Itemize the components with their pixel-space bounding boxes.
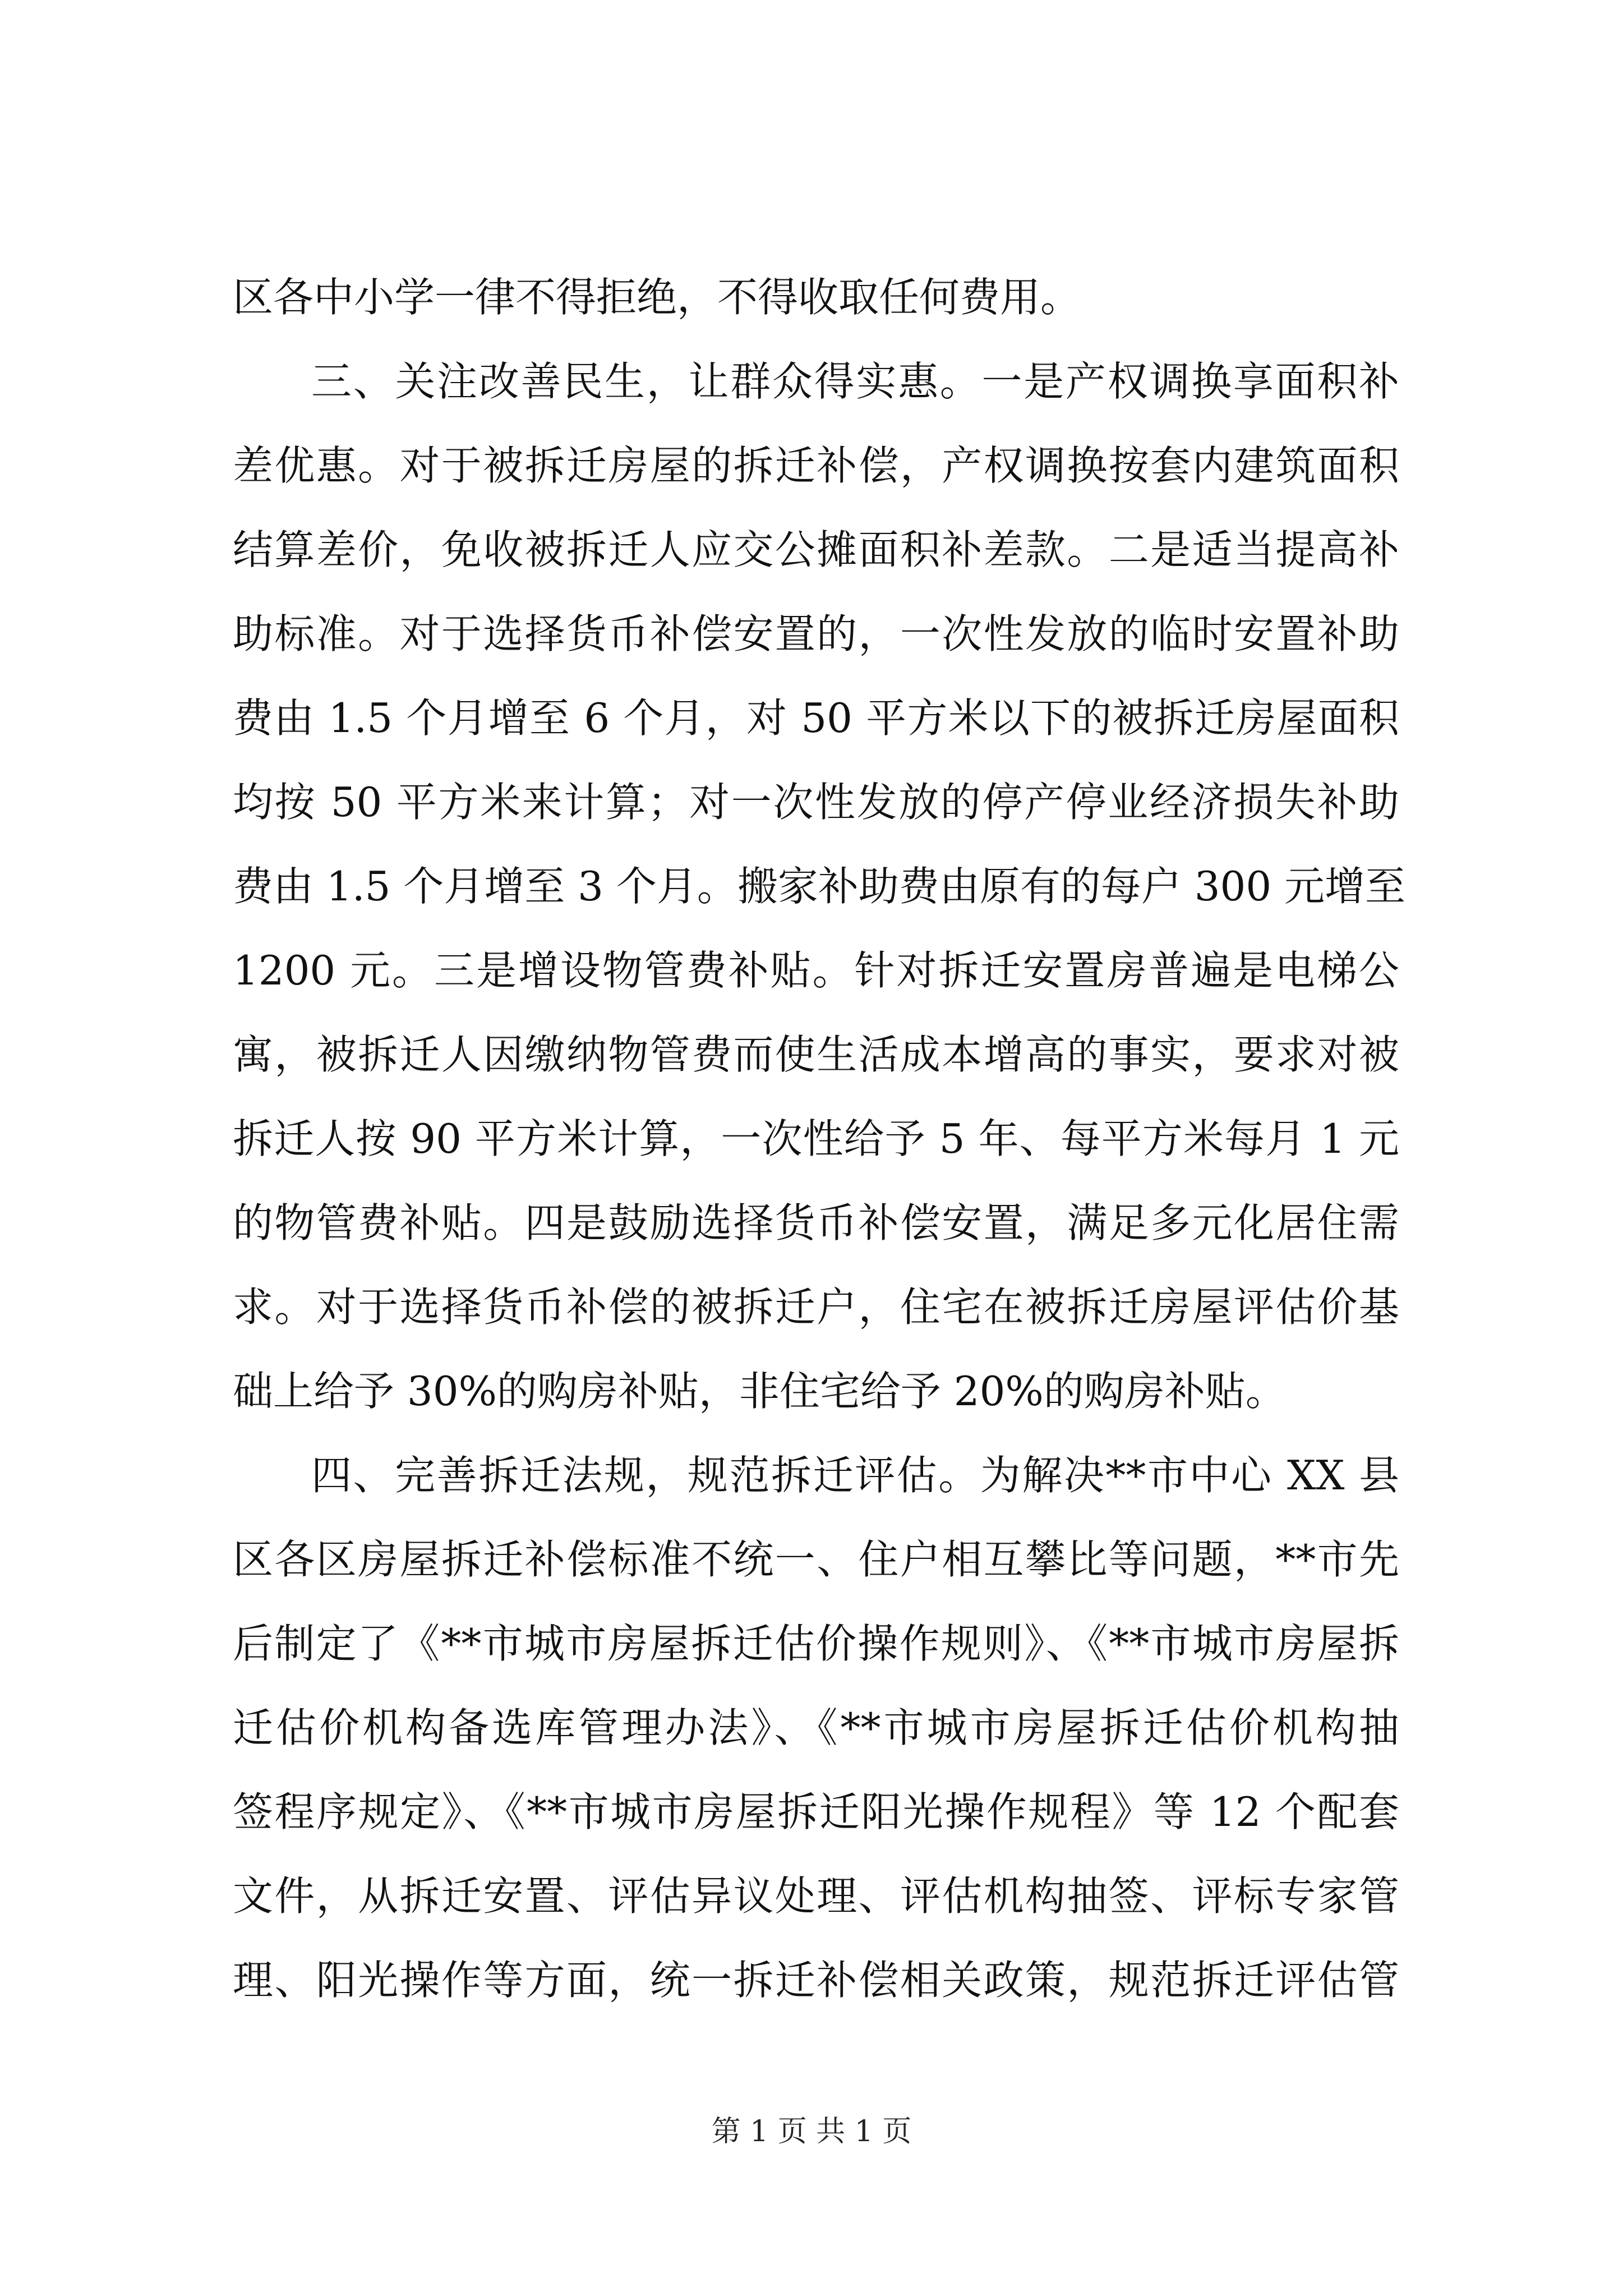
- text-line: 费由 1.5 个月增至 6 个月，对 50 平方米以下的被拆迁房屋面积: [233, 694, 1399, 742]
- paragraph-heading-line: 四、完善拆迁法规，规范拆迁评估。为解决**市中心 XX 县: [311, 1452, 1399, 1499]
- text-line: 费由 1.5 个月增至 3 个月。搬家补助费由原有的每户 300 元增至: [233, 863, 1406, 910]
- text-line: 寓，被拆迁人因缴纳物管费而使生活成本增高的事实，要求对被: [233, 1031, 1399, 1078]
- text-line: 签程序规定》、《**市城市房屋拆迁阳光操作规程》等 12 个配套: [233, 1788, 1399, 1835]
- text-line: 后制定了《**市城市房屋拆迁估价操作规则》、《**市城市房屋拆: [233, 1620, 1399, 1667]
- page-number-footer: 第 1 页 共 1 页: [711, 2115, 912, 2148]
- text-line: 理、阳光操作等方面，统一拆迁补偿相关政策，规范拆迁评估管: [233, 1957, 1399, 2004]
- text-line: 础上给予 30%的购房补贴，非住宅给予 20%的购房补贴。: [233, 1368, 1286, 1415]
- text-line: 均按 50 平方米来计算；对一次性发放的停产停业经济损失补助: [233, 779, 1399, 826]
- text-line: 拆迁人按 90 平方米计算，一次性给予 5 年、每平方米每月 1 元: [233, 1115, 1399, 1162]
- paragraph-heading-line: 三、关注改善民生，让群众得实惠。一是产权调换享面积补: [311, 358, 1399, 405]
- text-line: 区各中小学一律不得拒绝，不得收取任何费用。: [233, 274, 1081, 321]
- text-line: 差优惠。对于被拆迁房屋的拆迁补偿，产权调换按套内建筑面积: [233, 442, 1399, 489]
- text-line: 文件，从拆迁安置、评估异议处理、评估机构抽签、评标专家管: [233, 1872, 1399, 1920]
- text-line: 迁估价机构备选库管理办法》、《**市城市房屋拆迁估价机构抽: [233, 1704, 1399, 1751]
- text-line: 求。对于选择货币补偿的被拆迁户，住宅在被拆迁房屋评估价基: [233, 1283, 1399, 1331]
- text-line: 1200 元。三是增设物管费补贴。针对拆迁安置房普遍是电梯公: [233, 947, 1399, 994]
- text-line: 区各区房屋拆迁补偿标准不统一、住户相互攀比等问题，**市先: [233, 1536, 1399, 1583]
- text-line: 助标准。对于选择货币补偿安置的，一次性发放的临时安置补助: [233, 610, 1399, 657]
- text-line: 结算差价，免收被拆迁人应交公摊面积补差款。二是适当提高补: [233, 526, 1399, 573]
- text-line: 的物管费补贴。四是鼓励选择货币补偿安置，满足多元化居住需: [233, 1199, 1399, 1246]
